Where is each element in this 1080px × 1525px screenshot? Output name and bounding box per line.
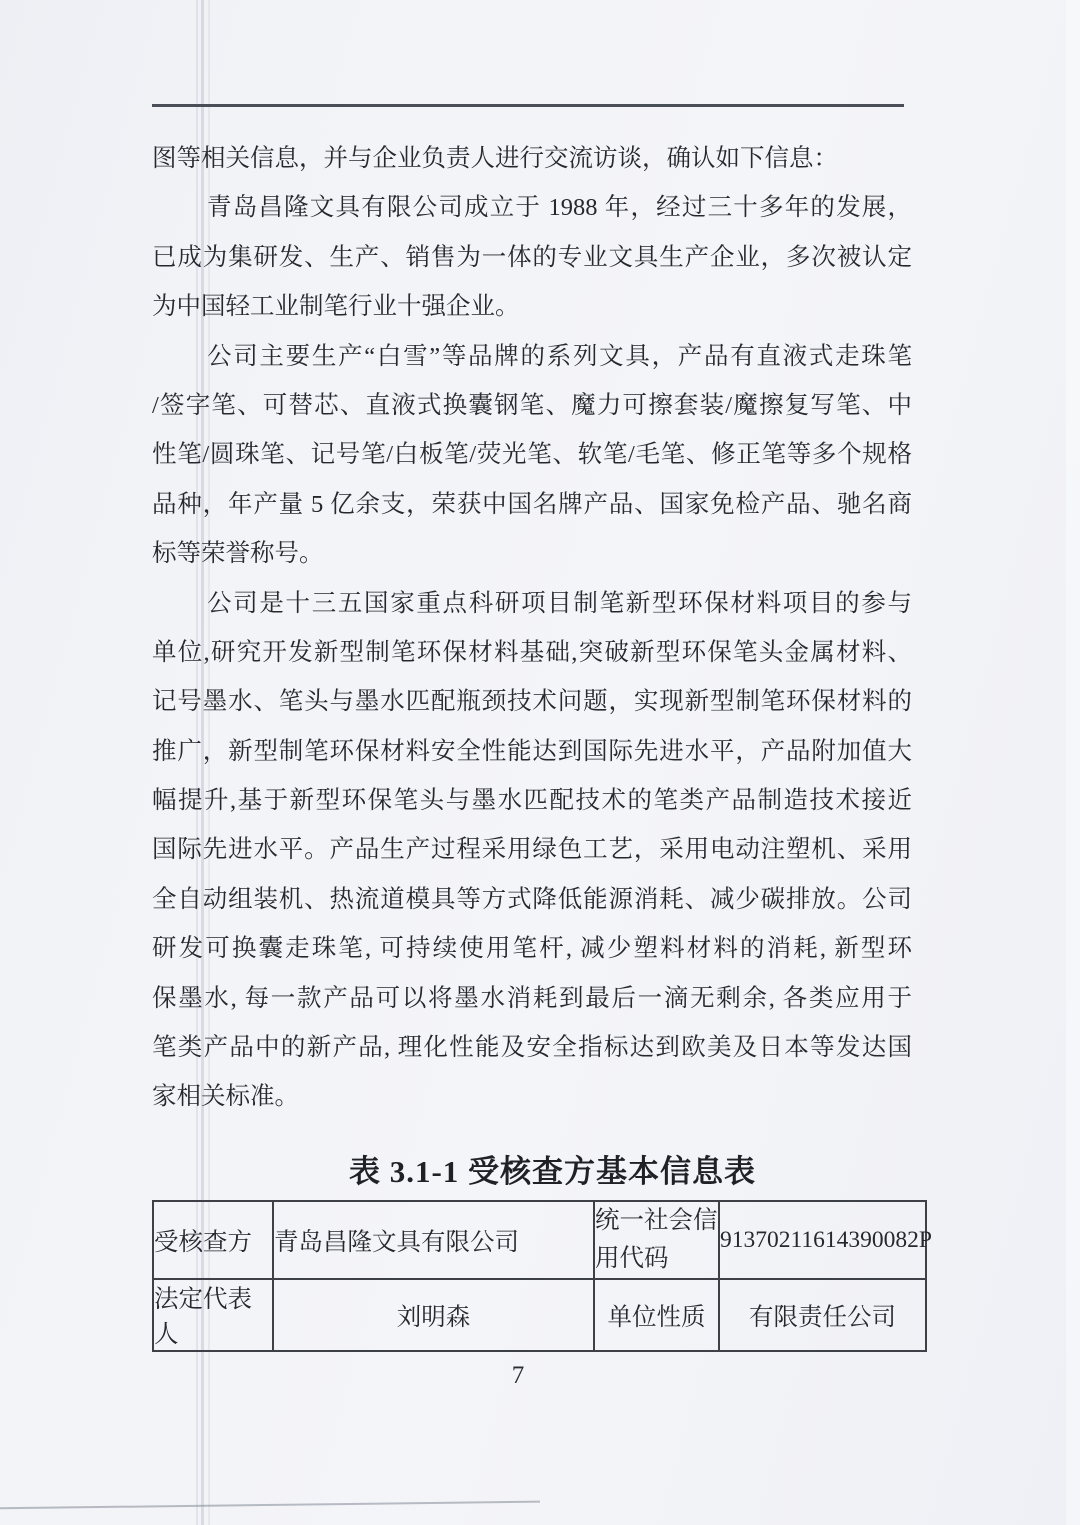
scan-edge-highlight <box>1066 0 1080 1525</box>
paragraph <box>152 332 912 579</box>
text-line: 青岛昌隆文具有限公司成立于 1988 年，经过三十多年的发展， <box>207 194 912 222</box>
scan-paper-edge-line <box>0 1501 540 1510</box>
text-line: 为中国轻工业制笔行业十强企业。 <box>152 293 520 321</box>
page-number: 7 <box>511 1362 525 1389</box>
text-line: 记号墨水、笔头与墨水匹配瓶颈技术问题，实现新型制笔环保材料的 <box>152 688 912 716</box>
text-line: 公司主要生产“白雪”等品牌的系列文具，产品有直液式走珠笔 <box>207 342 912 370</box>
text-line: 推广，新型制笔环保材料安全性能达到国际先进水平，产品附加值大 <box>152 737 912 765</box>
text-line: 品种，年产量 5 亿余支，荣获中国名牌产品、国家免检产品、驰名商 <box>152 490 912 518</box>
table-cell-auditee-value: 青岛昌隆文具有限公司 <box>273 1201 594 1279</box>
text-line: 幅提升,基于新型环保笔头与墨水匹配技术的笔类产品制造技术接近 <box>152 787 912 815</box>
document-body <box>152 134 912 1122</box>
text-line: 研发可换囊走珠笔, 可持续使用笔杆, 减少塑料材料的消耗, 新型环 <box>152 935 912 963</box>
table-cell-auditee-label: 受核查方 <box>153 1201 273 1279</box>
table-cell-uscc-label: 统一社会信用代码 <box>594 1201 719 1279</box>
table-row <box>153 1201 926 1279</box>
text-line: 性笔/圆珠笔、记号笔/白板笔/荧光笔、软笔/毛笔、修正笔等多个规格 <box>152 441 912 469</box>
text-line: 国际先进水平。产品生产过程采用绿色工艺，采用电动注塑机、采用 <box>152 836 912 864</box>
table-row <box>153 1279 926 1351</box>
text-line: 笔类产品中的新产品, 理化性能及安全指标达到欧美及日本等发达国 <box>152 1034 912 1062</box>
text-line: 家相关标准。 <box>152 1083 299 1111</box>
header-rule <box>152 104 904 107</box>
table-cell-legal-rep-label: 法定代表人 <box>153 1279 273 1351</box>
text-line: 标等荣誉称号。 <box>152 540 324 568</box>
text-line: 全自动组装机、热流道模具等方式降低能源消耗、减少碳排放。公司 <box>152 885 912 913</box>
text-line: 保墨水, 每一款产品可以将墨水消耗到最后一滴无剩余, 各类应用于 <box>152 984 912 1012</box>
paragraph <box>152 579 912 1122</box>
table-title: 表 3.1-1 受核查方基本信息表 <box>348 1154 757 1189</box>
text-line: 公司是十三五国家重点科研项目制笔新型环保材料项目的参与 <box>207 589 912 617</box>
text-line: 图等相关信息，并与企业负责人进行交流访谈，确认如下信息： <box>152 145 838 172</box>
text-line: 单位,研究开发新型制笔环保材料基础,突破新型环保笔头金属材料、 <box>152 638 912 666</box>
paragraph <box>152 134 912 183</box>
table-cell-legal-rep-value: 刘明森 <box>273 1279 594 1351</box>
table-cell-entity-type-label: 单位性质 <box>594 1279 719 1351</box>
table-cell-entity-type-value: 有限责任公司 <box>719 1279 926 1351</box>
text-line: 已成为集研发、生产、销售为一体的专业文具生产企业，多次被认定 <box>152 243 912 271</box>
basic-info-table <box>152 1200 932 1352</box>
text-line: /签字笔、可替芯、直液式换囊钢笔、魔力可擦套装/魔擦复写笔、中 <box>152 391 912 419</box>
table-cell-uscc-value: 91370211614390082P <box>719 1201 926 1279</box>
paragraph <box>152 183 912 331</box>
